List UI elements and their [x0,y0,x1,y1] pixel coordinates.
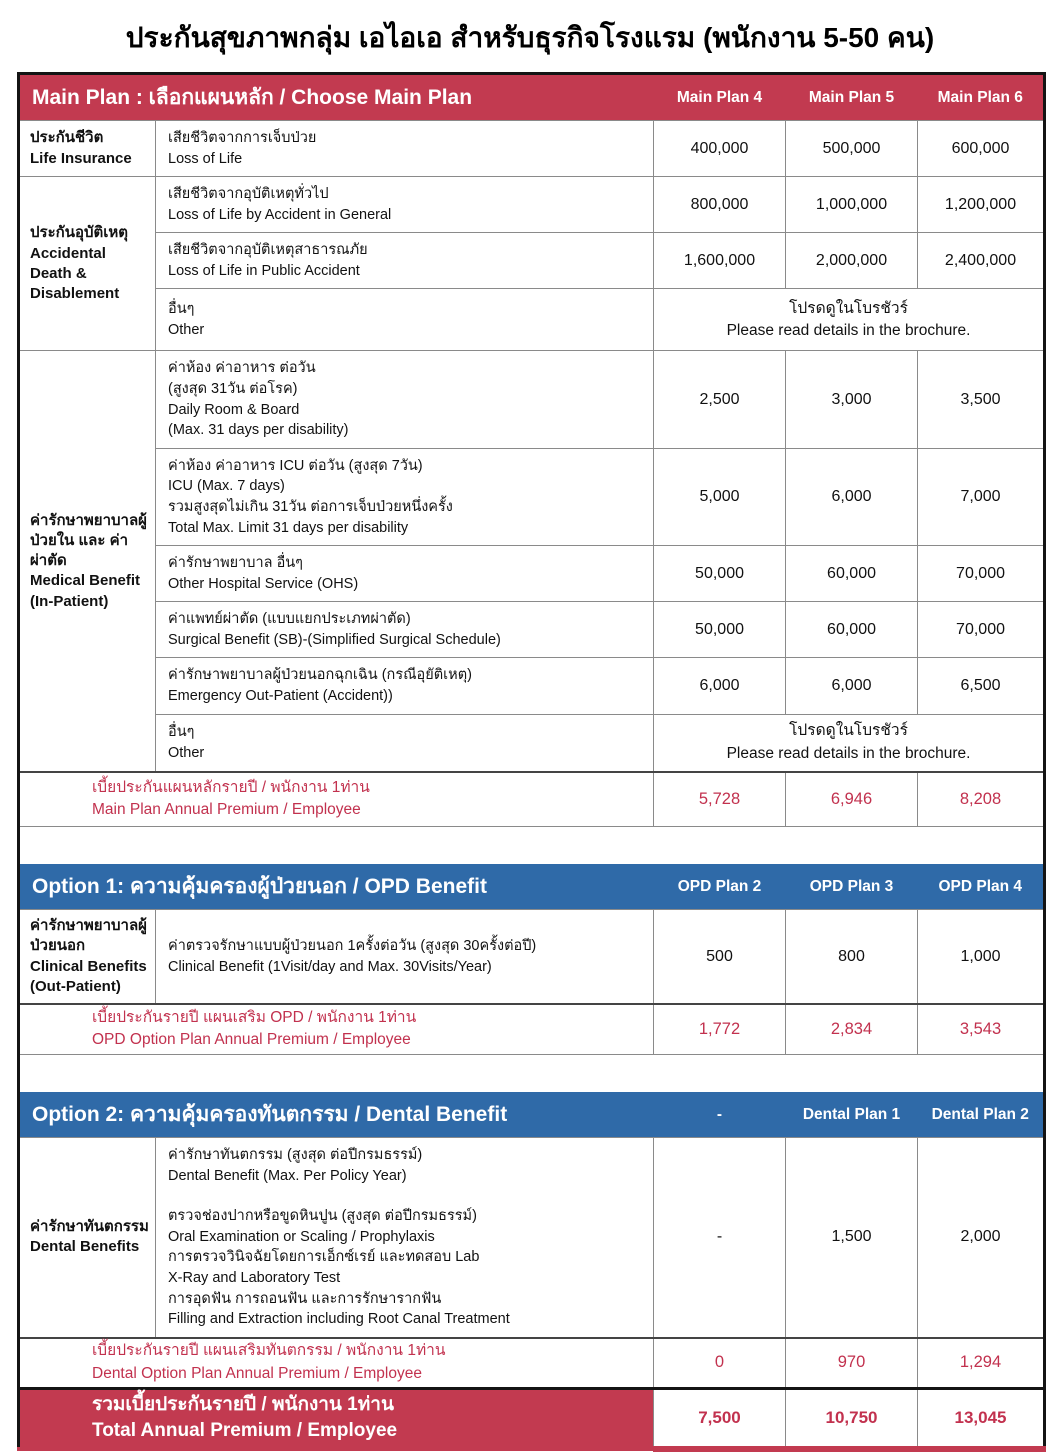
main-plan-5-header: Main Plan 5 [786,74,918,121]
brochure-note [654,714,1045,772]
value-opd-plan3: 800 [786,910,918,1005]
category-th-line: ค่ารักษาพยาบาลผู้ [30,917,147,935]
opd-premium-label [19,1004,654,1054]
main-plan-header-title: Main Plan : เลือกแผนหลัก / Choose Main Plan [19,74,654,121]
value-plan5: 2,000,000 [786,233,918,289]
opd-plan-2-header: OPD Plan 2 [654,864,786,910]
category-life-insurance [19,121,156,177]
total-en-line: Total Annual Premium / Employee [92,1420,398,1442]
value-opd-plan2: 500 [654,910,786,1005]
opd-plan-3-header: OPD Plan 3 [786,864,918,910]
row-ohs [19,546,1045,602]
main-plan-4-header: Main Plan 4 [654,74,786,121]
benefit-desc-other [156,714,654,772]
value-plan4: 6,000 [654,658,786,714]
value-plan4: 50,000 [654,602,786,658]
desc-th-line: ค่ารักษาพยาบาล อื่นๆ [168,555,303,572]
category-th-line: ค่ารักษาทันตกรรม [30,1218,149,1236]
value-plan6: 6,500 [918,658,1045,714]
dental-option-table [17,1092,1046,1452]
dental-none-header: - [654,1092,786,1138]
category-th-line: ป่วยใน และ ค่าผ่าตัด [30,531,129,570]
value-dental-none: - [654,1138,786,1338]
dental-header-row [19,1092,1045,1138]
benefit-desc-dental [156,1138,654,1338]
desc-en-line: Dental Benefit (Max. Per Policy Year) [168,1167,407,1184]
premium-opd-plan4: 3,543 [918,1004,1045,1054]
benefit-desc-accident-general [156,177,654,233]
desc-th-line: (สูงสุด 31วัน ต่อโรค) [168,381,298,398]
premium-th-line: เบี้ยประกันแผนหลักรายปี / พนักงาน 1ท่าน [92,778,370,796]
main-plan-header-row [19,74,1045,121]
benefit-desc-emergency [156,658,654,714]
desc-en-line: ICU (Max. 7 days) [168,478,285,495]
value-opd-plan4: 1,000 [918,910,1045,1005]
benefit-desc-accident-public [156,233,654,289]
category-en-line: Clinical Benefits [30,957,147,975]
category-en-line: (In-Patient) [30,592,109,610]
row-dental-premium [19,1338,1045,1389]
row-emergency [19,658,1045,714]
value-plan6: 3,500 [918,351,1045,448]
premium-th-line: เบี้ยประกันรายปี แผนเสริมทันตกรรม / พนักงาน 1ท่าน [92,1342,446,1360]
note-en-line: Please read details in the brochure. [726,321,971,339]
premium-plan5: 6,946 [786,772,918,826]
main-premium-label [19,772,654,826]
row-room-board [19,351,1045,448]
premium-dental-plan1: 970 [786,1338,918,1389]
category-en-line: (Out-Patient) [30,977,121,995]
value-dental-plan2: 2,000 [918,1138,1045,1338]
category-clinical-benefits [19,910,156,1005]
opd-plan-4-header: OPD Plan 4 [918,864,1045,910]
premium-th-line: เบี้ยประกันรายปี แผนเสริม OPD / พนักงาน 1ท่าน [92,1008,417,1026]
desc-th-line: ค่ารักษาทันตกรรม (สูงสุด ต่อปีกรมธรรม์) [168,1147,423,1164]
benefit-desc-other [156,289,654,351]
desc-en-line: (Max. 31 days per disability) [168,422,349,439]
desc-en-line: Oral Examination or Scaling / Prophylaxis [168,1228,435,1245]
spacer-cell [19,1054,1045,1092]
category-th-line: ป่วยนอก [30,937,86,955]
desc-en-line: Daily Room & Board [168,401,300,418]
value-plan6: 70,000 [918,602,1045,658]
desc-en-line: Other Hospital Service (OHS) [168,575,359,592]
desc-en-line: Surgical Benefit (SB)-(Simplified Surgical Schedule) [168,631,501,648]
opd-header-row [19,864,1045,910]
value-plan6: 7,000 [918,448,1045,545]
row-total-premium [19,1389,1045,1449]
value-plan5: 60,000 [786,546,918,602]
premium-dental-plan2: 1,294 [918,1338,1045,1389]
benefit-desc-loss-of-life [156,121,654,177]
value-plan4: 800,000 [654,177,786,233]
page-title: ประกันสุขภาพกลุ่ม เอไอเอ สำหรับธุรกิจโรงแรม (พนักงาน 5-50 คน) [125,22,935,53]
row-main-premium [19,772,1045,826]
brochure-note [654,289,1045,351]
benefit-desc-clinical [156,910,654,1005]
desc-th-line: ตรวจช่องปากหรือขูดหินปูน (สูงสุด ต่อปีกรมธรรม์) [168,1208,477,1225]
row-accident-general [19,177,1045,233]
value-plan5: 500,000 [786,121,918,177]
value-plan6: 2,400,000 [918,233,1045,289]
row-opd-premium [19,1004,1045,1054]
value-plan4: 50,000 [654,546,786,602]
spacer-cell [19,826,1045,864]
desc-en-line: Emergency Out-Patient (Accident)) [168,687,393,704]
total-th-line: รวมเบี้ยประกันรายปี / พนักงาน 1ท่าน [92,1393,394,1415]
total-plan6: 13,045 [918,1389,1045,1449]
premium-en-line: Main Plan Annual Premium / Employee [92,801,361,819]
desc-th-line: ค่าห้อง ค่าอาหาร ICU ต่อวัน (สูงสุด 7วัน) [168,457,423,474]
category-accidental-death [19,177,156,351]
dental-header-title: Option 2: ความคุ้มครองทันตกรรม / Dental Benefit [19,1092,654,1138]
category-th-line: ประกันอุบัติเหตุ [30,224,128,242]
desc-th-line: เสียชีวิตจากอุบัติเหตุทั่วไป [168,186,329,203]
value-plan6: 600,000 [918,121,1045,177]
premium-plan6: 8,208 [918,772,1045,826]
desc-th-line: เสียชีวิตจากการเจ็บป่วย [168,130,317,146]
value-plan5: 1,000,000 [786,177,918,233]
value-plan5: 6,000 [786,658,918,714]
row-medical-other [19,714,1045,772]
opd-header-title: Option 1: ความคุ้มครองผู้ป่วยนอก / OPD Benefit [19,864,654,910]
premium-en-line: Dental Option Plan Annual Premium / Employee [92,1364,422,1382]
desc-en-line: X-Ray and Laboratory Test [168,1269,341,1286]
desc-th-line: ค่าตรวจรักษาแบบผู้ป่วยนอก 1ครั้งต่อวัน (สูงสุด 30ครั้งต่อปี) [168,937,537,954]
row-accident-other [19,289,1045,351]
value-plan6: 1,200,000 [918,177,1045,233]
desc-en-line: Loss of Life [168,150,243,167]
value-dental-plan1: 1,500 [786,1138,918,1338]
category-medical-benefit [19,351,156,772]
benefit-desc-icu [156,448,654,545]
category-en-line: Disablement [30,285,120,303]
main-plan-table [17,72,1046,864]
total-plan5: 10,750 [786,1389,918,1449]
dental-premium-label [19,1338,654,1389]
spacer-row [19,1054,1045,1092]
category-en-line: Accidental Death & [30,244,106,282]
row-dental-benefit [19,1138,1045,1338]
value-plan4: 1,600,000 [654,233,786,289]
premium-opd-plan2: 1,772 [654,1004,786,1054]
value-plan6: 70,000 [918,546,1045,602]
total-premium-label [19,1389,654,1449]
dental-plan-1-header: Dental Plan 1 [786,1092,918,1138]
category-en-line: Dental Benefits [30,1238,140,1256]
desc-th-line: อื่นๆ [168,724,195,741]
value-plan5: 6,000 [786,448,918,545]
value-plan5: 60,000 [786,602,918,658]
category-en-line: Medical Benefit [30,572,141,590]
row-surgical [19,602,1045,658]
dental-plan-2-header: Dental Plan 2 [918,1092,1045,1138]
desc-th-line: เสียชีวิตจากอุบัติเหตุสาธารณภัย [168,242,368,259]
desc-en-line: Other [168,744,205,761]
benefit-desc-surgical [156,602,654,658]
category-th-line: ค่ารักษาพยาบาลผู้ [30,511,147,529]
premium-dental-none: 0 [654,1338,786,1389]
spacer-row [19,826,1045,864]
category-dental-benefits [19,1138,156,1338]
row-loss-of-life [19,121,1045,177]
row-icu [19,448,1045,545]
desc-th-line: รวมสูงสุดไม่เกิน 31วัน ต่อการเจ็บป่วยหนึ่งครั้ง [168,498,453,515]
desc-th-line: ค่ารักษาพยาบาลผู้ป่วยนอกฉุกเฉิน (กรณีอุยัติเหตุ) [168,667,472,684]
desc-th-line: การตรวจวินิจฉัยโดยการเอ็กซ์เรย์ และทดสอบ Lab [168,1249,480,1266]
benefit-desc-room-board [156,351,654,448]
desc-en-line: Filling and Extraction including Root Canal Treatment [168,1311,510,1328]
category-th-line: ประกันชีวิต [30,129,104,147]
category-en-line: Life Insurance [30,149,132,167]
main-plan-6-header: Main Plan 6 [918,74,1045,121]
desc-th-line: การอุดฟัน การถอนฟัน และการรักษารากฟัน [168,1290,442,1307]
premium-opd-plan3: 2,834 [786,1004,918,1054]
desc-th-line: อื่นๆ [168,301,195,318]
desc-th-line: ค่าห้อง ค่าอาหาร ต่อวัน [168,360,316,377]
value-plan4: 2,500 [654,351,786,448]
desc-en-line: Other [168,321,205,338]
value-plan4: 5,000 [654,448,786,545]
desc-en-line: Clinical Benefit (1Visit/day and Max. 30Visits/Year) [168,958,492,975]
desc-en-line: Loss of Life in Public Accident [168,262,360,279]
value-plan4: 400,000 [654,121,786,177]
total-plan4: 7,500 [654,1389,786,1449]
blank-line [168,1186,645,1206]
desc-en-line: Loss of Life by Accident in General [168,206,392,223]
note-th-line: โปรดดูในโบรชัวร์ [789,299,908,317]
row-accident-public [19,233,1045,289]
premium-en-line: OPD Option Plan Annual Premium / Employee [92,1031,411,1049]
desc-th-line: ค่าแพทย์ผ่าตัด (แบบแยกประเภทผ่าตัด) [168,611,411,628]
benefit-desc-ohs [156,546,654,602]
note-th-line: โปรดดูในโบรชัวร์ [789,722,908,740]
row-clinical-benefit [19,910,1045,1005]
value-plan5: 3,000 [786,351,918,448]
premium-plan4: 5,728 [654,772,786,826]
opd-option-table [17,864,1046,1092]
desc-en-line: Total Max. Limit 31 days per disability [168,519,409,536]
note-en-line: Please read details in the brochure. [726,744,971,762]
